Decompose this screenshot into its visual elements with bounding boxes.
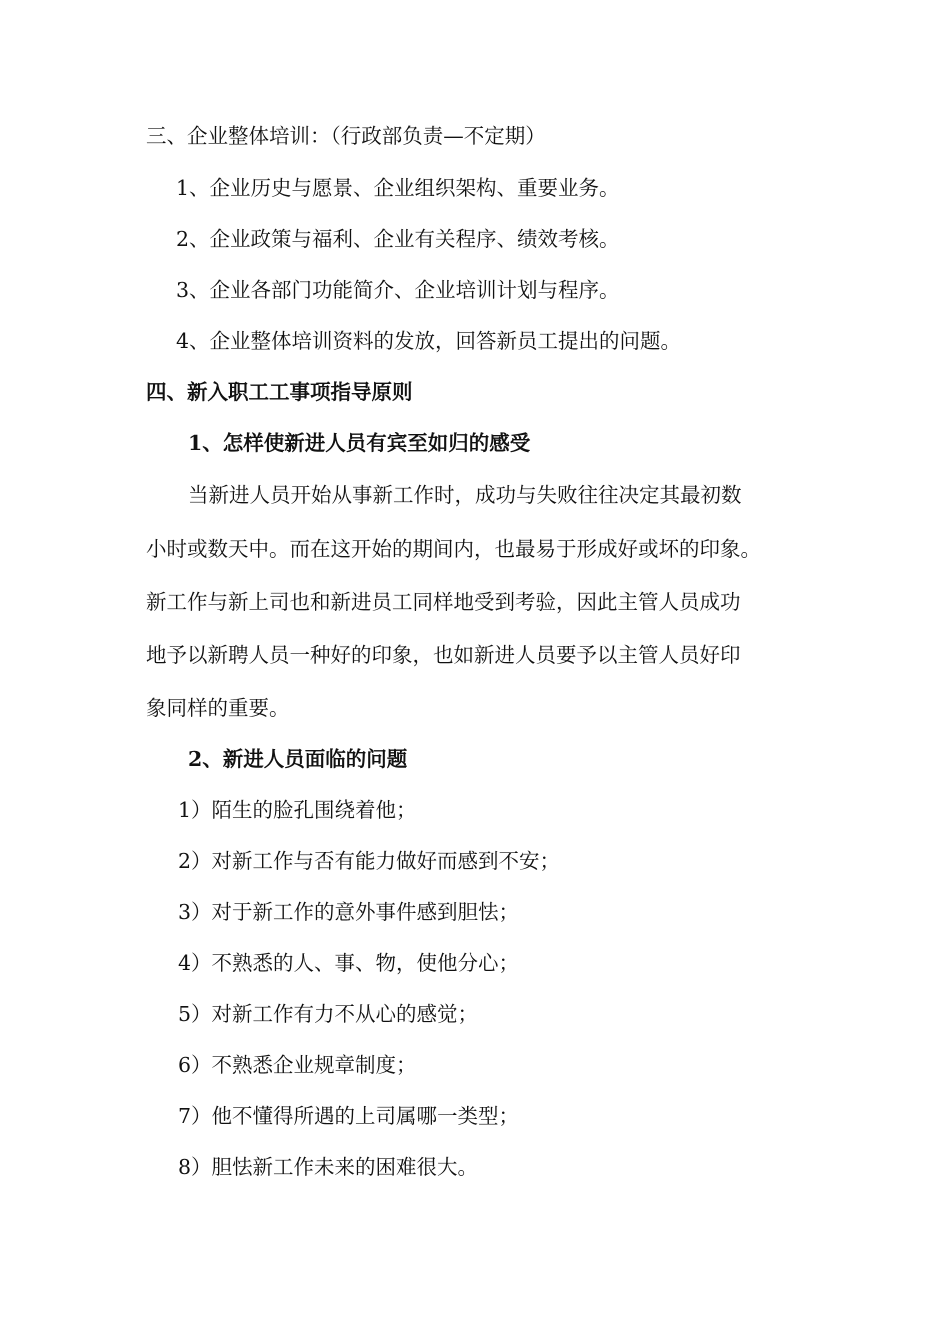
- paragraph-line-1: 当新进人员开始从事新工作时，成功与失败往往决定其最初数: [188, 483, 742, 507]
- problem-item-1: 1）陌生的脸孔围绕着他；: [178, 798, 417, 822]
- problem-item-4: 4）不熟悉的人、事、物，使他分心；: [178, 951, 520, 975]
- section4-sub1-title: 1、怎样使新进人员有宾至如归的感受: [188, 431, 531, 455]
- paragraph-line-4: 地予以新聘人员一种好的印象，也如新进人员要予以主管人员好印: [146, 643, 741, 667]
- paragraph-line-2: 小时或数天中。而在这开始的期间内，也最易于形成好或坏的印象。: [146, 537, 761, 561]
- problem-item-8: 8）胆怯新工作未来的困难很大。: [178, 1155, 479, 1179]
- problem-item-2: 2）对新工作与否有能力做好而感到不安；: [178, 849, 561, 873]
- paragraph-line-5: 象同样的重要。: [146, 696, 290, 720]
- section3-title: [146, 122, 546, 150]
- problem-item-5: 5）对新工作有力不从心的感觉；: [178, 1002, 479, 1026]
- problem-item-6: 6）不熟悉企业规章制度；: [178, 1053, 417, 1077]
- section3-title-text: 三、企业整体培训：（行政部负责—不定期）: [146, 124, 546, 148]
- problem-item-7: 7）他不懂得所遇的上司属哪一类型；: [178, 1104, 520, 1128]
- section4-title: 四、新入职工工事项指导原则: [146, 380, 413, 404]
- section3-item-2: 2、企业政策与福利、企业有关程序、绩效考核。: [176, 227, 620, 251]
- section3-item-4: 4、企业整体培训资料的发放，回答新员工提出的问题。: [176, 329, 682, 353]
- section4-sub2-title: 2、新进人员面临的问题: [188, 747, 408, 771]
- section3-item-3: 3、企业各部门功能简介、企业培训计划与程序。: [176, 278, 620, 302]
- paragraph-line-3: 新工作与新上司也和新进员工同样地受到考验，因此主管人员成功: [146, 590, 741, 614]
- section3-item-1: 1、企业历史与愿景、企业组织架构、重要业务。: [176, 176, 620, 200]
- problem-item-3: 3）对于新工作的意外事件感到胆怯；: [178, 900, 520, 924]
